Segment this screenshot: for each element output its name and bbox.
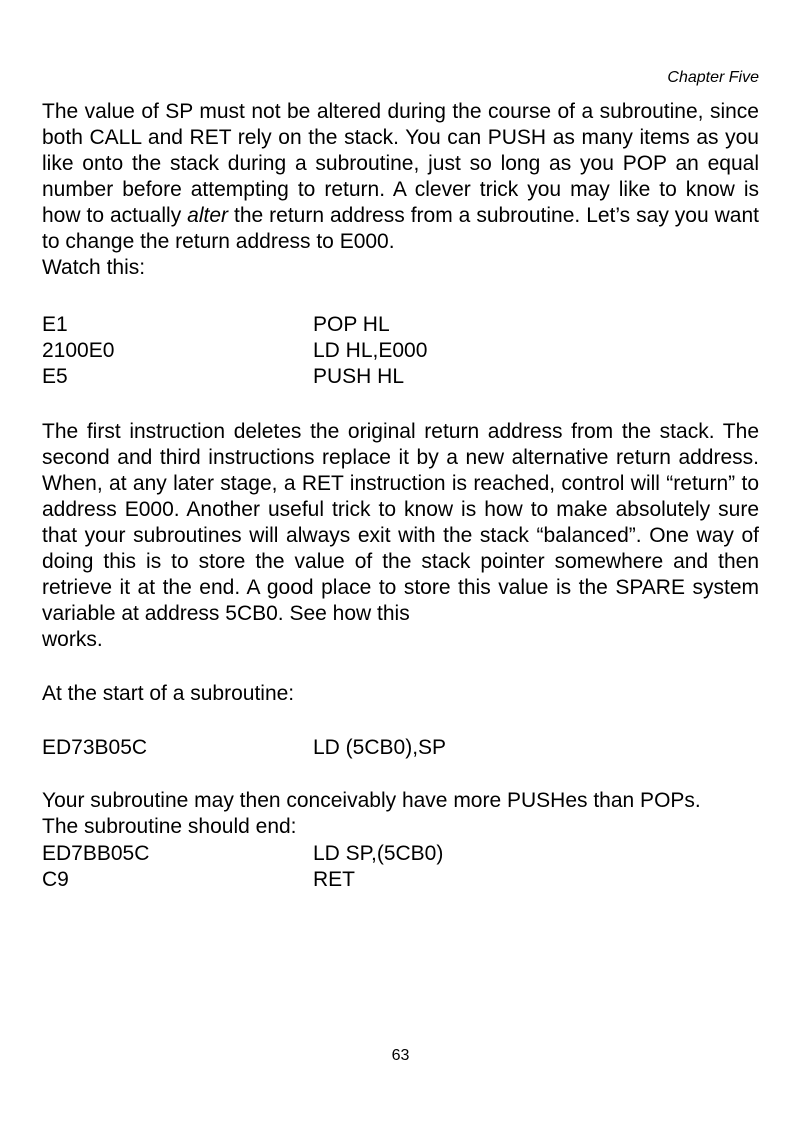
paragraph-last-line: The subroutine should end: [42,815,297,838]
page-number: 63 [391,1047,410,1064]
running-head: Chapter Five [667,69,759,86]
paragraph-stack-pointer [42,99,759,281]
code-line [42,867,759,893]
emphasis-alter: alter [187,204,229,227]
code-line [42,338,759,364]
paragraph-subroutine-end [42,788,759,840]
code-mnemonic: RET [313,868,355,891]
code-mnemonic: LD (5CB0),SP [313,736,447,759]
paragraph-last-line: works. [42,628,103,651]
code-mnemonic: PUSH HL [313,365,405,388]
code-hex: C9 [42,868,69,891]
code-listing-save-sp [42,735,759,761]
code-mnemonic: POP HL [313,313,390,336]
paragraph-text: The first instruction deletes the original return address from the stack. The second and third instructions replace it by a new alternative return address. When, at any later stage, a RET instruction is reached, control will “return” to address E000. Another useful trick to know is how to make absolutely sure that your subroutines will always exit with the stack “balanced”. One way of doing this is to store the value of the stack pointer somewhere and then retrieve it at the end. A good place to store this value is the SPARE system variable at address 5CB0. See how this [42,420,759,625]
code-mnemonic: LD SP,(5CB0) [313,842,444,865]
code-hex: E1 [42,313,68,336]
code-line [42,735,759,761]
code-line [42,841,759,867]
paragraph-subroutine-start: At the start of a subroutine: [42,682,295,705]
code-line [42,364,759,390]
paragraph-last-line: Watch this: [42,256,146,279]
paragraph-explanation [42,419,759,653]
code-listing-restore-sp [42,841,759,893]
paragraph-text: Your subroutine may then conceivably have more PUSHes than POPs. [42,789,701,812]
code-hex: E5 [42,365,68,388]
code-hex: ED73B05C [42,736,148,759]
paragraph-text: the return address from a subroutine. Let’s say you want to change the return address to E000. [42,204,759,253]
code-line [42,312,759,338]
code-listing-return-address [42,312,759,390]
code-hex: 2100E0 [42,339,115,362]
code-hex: ED7BB05C [42,842,150,865]
book-page [42,0,759,1135]
code-mnemonic: LD HL,E000 [313,339,428,362]
paragraph-text: The value of SP must not be altered during the course of a subroutine, since both CALL and RET rely on the stack. You can PUSH as many items as you like onto the stack during a subroutine, just so long as you POP an equal number before attempting to return. A clever trick you may like to know is how to actually [42,100,759,227]
